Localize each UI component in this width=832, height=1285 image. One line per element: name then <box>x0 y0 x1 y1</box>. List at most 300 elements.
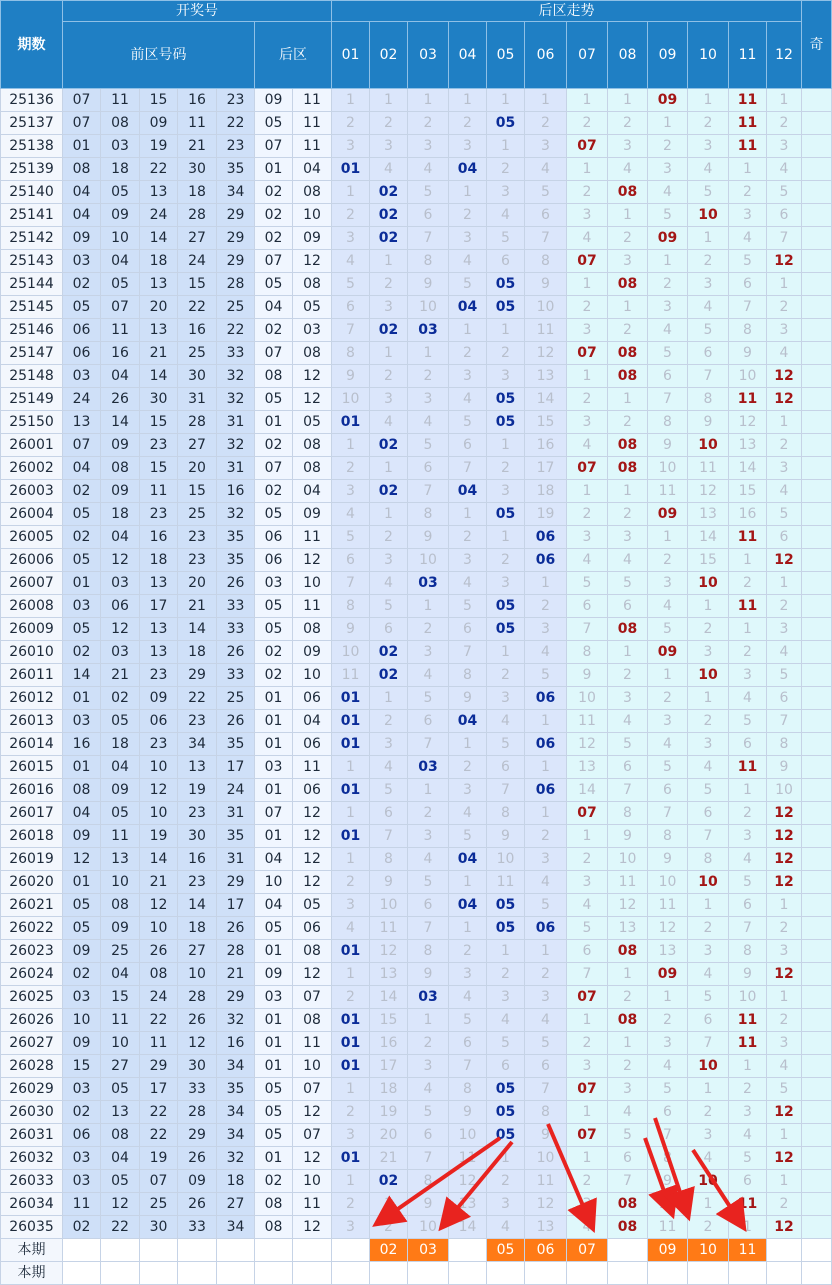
extra-cell <box>802 986 832 1009</box>
trend-miss: 3 <box>688 135 729 158</box>
front-number: 29 <box>217 871 255 894</box>
trend-hit: 08 <box>608 618 648 641</box>
front-number: 27 <box>178 227 217 250</box>
front-number: 03 <box>101 641 140 664</box>
trend-miss: 4 <box>487 710 525 733</box>
trend-miss: 11 <box>608 871 648 894</box>
benqi2-cell[interactable] <box>767 1262 802 1285</box>
issue-number: 26007 <box>1 572 63 595</box>
benqi-empty[interactable] <box>217 1239 255 1262</box>
front-number: 35 <box>217 1078 255 1101</box>
trend-miss: 13 <box>729 434 767 457</box>
trend-miss: 10 <box>408 296 449 319</box>
trend-miss: 1 <box>525 89 567 112</box>
trend-miss: 7 <box>608 1170 648 1193</box>
trend-miss: 8 <box>767 733 802 756</box>
benqi-pick[interactable]: 11 <box>729 1239 767 1262</box>
front-number: 13 <box>178 756 217 779</box>
trend-miss: 3 <box>767 940 802 963</box>
benqi2-cell[interactable] <box>255 1262 293 1285</box>
trend-miss: 7 <box>767 227 802 250</box>
benqi-pick[interactable]: 03 <box>408 1239 449 1262</box>
trend-miss: 7 <box>449 1055 487 1078</box>
trend-miss: 1 <box>648 250 688 273</box>
front-number: 14 <box>178 894 217 917</box>
trend-miss: 5 <box>408 1101 449 1124</box>
trend-miss: 6 <box>729 733 767 756</box>
trend-hit: 12 <box>767 802 802 825</box>
extra-cell <box>802 917 832 940</box>
trend-miss: 3 <box>729 664 767 687</box>
front-number: 19 <box>178 779 217 802</box>
front-number: 22 <box>101 1216 140 1239</box>
front-number: 02 <box>63 273 101 296</box>
back-number: 01 <box>255 1147 293 1170</box>
front-number: 23 <box>217 89 255 112</box>
benqi2-cell[interactable] <box>332 1262 370 1285</box>
front-number: 10 <box>140 917 178 940</box>
front-number: 14 <box>140 227 178 250</box>
trend-miss: 5 <box>332 273 370 296</box>
trend-miss: 4 <box>729 227 767 250</box>
benqi-empty[interactable] <box>101 1239 140 1262</box>
trend-miss: 5 <box>449 411 487 434</box>
front-number: 09 <box>63 940 101 963</box>
trend-miss: 4 <box>767 1055 802 1078</box>
trend-miss: 14 <box>449 1216 487 1239</box>
trend-miss: 4 <box>449 572 487 595</box>
trend-miss: 7 <box>370 825 408 848</box>
back-number: 02 <box>255 664 293 687</box>
trend-hit: 05 <box>487 411 525 434</box>
header-houqu-trend: 后区走势 <box>332 1 802 22</box>
benqi2-cell[interactable] <box>217 1262 255 1285</box>
front-number: 09 <box>101 204 140 227</box>
back-number: 06 <box>293 779 332 802</box>
trend-miss: 1 <box>370 457 408 480</box>
trend-miss: 16 <box>525 434 567 457</box>
trend-miss: 2 <box>370 710 408 733</box>
trend-miss: 3 <box>608 250 648 273</box>
trend-miss: 18 <box>370 1078 408 1101</box>
trend-miss: 7 <box>729 296 767 319</box>
trend-miss: 8 <box>525 250 567 273</box>
trend-miss: 8 <box>408 940 449 963</box>
trend-miss: 3 <box>370 549 408 572</box>
back-number: 07 <box>255 342 293 365</box>
trend-miss: 1 <box>408 342 449 365</box>
trend-miss: 4 <box>449 388 487 411</box>
table-row <box>1 1147 832 1170</box>
trend-miss: 5 <box>688 779 729 802</box>
trend-miss: 4 <box>487 1009 525 1032</box>
trend-miss: 1 <box>408 1009 449 1032</box>
table-row <box>1 1055 832 1078</box>
front-number: 12 <box>101 549 140 572</box>
trend-miss: 11 <box>332 664 370 687</box>
benqi2-cell[interactable] <box>688 1262 729 1285</box>
issue-number: 25137 <box>1 112 63 135</box>
benqi-pick[interactable]: 06 <box>525 1239 567 1262</box>
benqi2-cell[interactable] <box>729 1262 767 1285</box>
front-number: 23 <box>140 733 178 756</box>
trend-miss: 7 <box>449 457 487 480</box>
extra-cell <box>802 687 832 710</box>
front-number: 09 <box>63 227 101 250</box>
trend-miss: 8 <box>648 1147 688 1170</box>
trend-miss: 12 <box>608 894 648 917</box>
benqi-empty[interactable] <box>63 1239 101 1262</box>
extra-cell <box>802 641 832 664</box>
trend-miss: 1 <box>449 503 487 526</box>
issue-number: 25139 <box>1 158 63 181</box>
front-number: 31 <box>178 388 217 411</box>
benqi-empty[interactable] <box>767 1239 802 1262</box>
table-row <box>1 1009 832 1032</box>
table-row <box>1 756 832 779</box>
trend-hit: 09 <box>648 503 688 526</box>
front-number: 08 <box>101 894 140 917</box>
back-number: 11 <box>293 135 332 158</box>
trend-miss: 9 <box>767 756 802 779</box>
trend-miss: 1 <box>370 342 408 365</box>
benqi2-cell[interactable] <box>140 1262 178 1285</box>
back-number: 01 <box>255 940 293 963</box>
benqi-pick[interactable]: 05 <box>487 1239 525 1262</box>
trend-miss: 4 <box>567 1216 608 1239</box>
trend-miss: 7 <box>408 917 449 940</box>
trend-miss: 5 <box>608 1124 648 1147</box>
back-number: 01 <box>255 779 293 802</box>
extra-cell <box>802 273 832 296</box>
trend-miss: 1 <box>608 89 648 112</box>
front-number: 14 <box>178 618 217 641</box>
header-col-04: 04 <box>449 22 487 89</box>
benqi2-cell[interactable] <box>178 1262 217 1285</box>
front-number: 05 <box>63 894 101 917</box>
trend-miss: 7 <box>487 779 525 802</box>
trend-miss: 6 <box>525 1055 567 1078</box>
trend-miss: 12 <box>567 733 608 756</box>
trend-miss: 2 <box>487 1170 525 1193</box>
trend-miss: 2 <box>487 342 525 365</box>
issue-number: 26020 <box>1 871 63 894</box>
trend-miss: 14 <box>370 986 408 1009</box>
table-row <box>1 963 832 986</box>
trend-miss: 5 <box>408 687 449 710</box>
trend-miss: 4 <box>688 963 729 986</box>
back-number: 08 <box>293 342 332 365</box>
trend-miss: 3 <box>767 457 802 480</box>
extra-cell <box>802 1078 832 1101</box>
trend-miss: 3 <box>648 296 688 319</box>
back-number: 08 <box>293 273 332 296</box>
trend-miss: 5 <box>487 227 525 250</box>
benqi2-cell[interactable] <box>648 1262 688 1285</box>
back-number: 12 <box>293 1216 332 1239</box>
trend-miss: 19 <box>525 503 567 526</box>
trend-miss: 4 <box>567 894 608 917</box>
issue-number: 25136 <box>1 89 63 112</box>
issue-number: 26014 <box>1 733 63 756</box>
trend-miss: 13 <box>525 1216 567 1239</box>
back-number: 08 <box>255 1216 293 1239</box>
front-number: 09 <box>101 480 140 503</box>
trend-hit: 02 <box>370 664 408 687</box>
issue-number: 26021 <box>1 894 63 917</box>
front-number: 03 <box>63 986 101 1009</box>
issue-number: 25144 <box>1 273 63 296</box>
benqi2-cell[interactable] <box>101 1262 140 1285</box>
trend-hit: 11 <box>729 1193 767 1216</box>
trend-hit: 05 <box>487 1124 525 1147</box>
trend-miss: 5 <box>332 526 370 549</box>
trend-hit: 02 <box>370 181 408 204</box>
trend-miss: 7 <box>567 618 608 641</box>
trend-miss: 5 <box>767 503 802 526</box>
back-number: 10 <box>293 572 332 595</box>
issue-number: 26009 <box>1 618 63 641</box>
header-col-05: 05 <box>487 22 525 89</box>
trend-hit: 11 <box>729 135 767 158</box>
benqi2-cell[interactable] <box>408 1262 449 1285</box>
front-number: 23 <box>178 802 217 825</box>
back-number: 11 <box>293 756 332 779</box>
trend-miss: 2 <box>767 434 802 457</box>
benqi2-cell[interactable] <box>293 1262 332 1285</box>
benqi-empty[interactable] <box>449 1239 487 1262</box>
front-number: 22 <box>140 1009 178 1032</box>
trend-miss: 3 <box>449 779 487 802</box>
issue-number: 26010 <box>1 641 63 664</box>
benqi-pick[interactable]: 09 <box>648 1239 688 1262</box>
front-number: 06 <box>140 710 178 733</box>
front-number: 29 <box>217 250 255 273</box>
trend-miss: 5 <box>688 986 729 1009</box>
trend-miss: 3 <box>408 1055 449 1078</box>
trend-miss: 1 <box>767 89 802 112</box>
trend-miss: 14 <box>729 457 767 480</box>
table-row <box>1 388 832 411</box>
trend-miss: 9 <box>525 273 567 296</box>
trend-miss: 1 <box>332 848 370 871</box>
trend-miss: 11 <box>370 917 408 940</box>
trend-miss: 3 <box>688 733 729 756</box>
benqi2-cell[interactable] <box>370 1262 408 1285</box>
table-row <box>1 250 832 273</box>
benqi2-cell[interactable] <box>525 1262 567 1285</box>
trend-miss: 10 <box>525 296 567 319</box>
trend-miss: 4 <box>688 296 729 319</box>
trend-miss: 9 <box>332 618 370 641</box>
trend-miss: 3 <box>729 825 767 848</box>
back-number: 12 <box>293 365 332 388</box>
benqi2-cell[interactable] <box>802 1262 832 1285</box>
trend-hit: 02 <box>370 227 408 250</box>
trend-miss: 1 <box>449 319 487 342</box>
benqi2-cell[interactable] <box>608 1262 648 1285</box>
front-number: 20 <box>178 457 217 480</box>
benqi-empty[interactable] <box>608 1239 648 1262</box>
back-number: 12 <box>293 388 332 411</box>
trend-miss: 15 <box>688 549 729 572</box>
front-number: 25 <box>101 940 140 963</box>
benqi2-cell[interactable] <box>63 1262 101 1285</box>
front-number: 01 <box>63 871 101 894</box>
back-number: 05 <box>293 296 332 319</box>
front-number: 02 <box>63 641 101 664</box>
trend-miss: 17 <box>370 1055 408 1078</box>
trend-hit: 07 <box>567 986 608 1009</box>
benqi-pick[interactable]: 07 <box>567 1239 608 1262</box>
front-number: 12 <box>178 1032 217 1055</box>
issue-number: 26026 <box>1 1009 63 1032</box>
trend-miss: 2 <box>487 457 525 480</box>
issue-number: 26002 <box>1 457 63 480</box>
trend-miss: 2 <box>608 227 648 250</box>
trend-miss: 3 <box>332 1124 370 1147</box>
front-number: 05 <box>101 1078 140 1101</box>
trend-hit: 04 <box>449 296 487 319</box>
back-number: 01 <box>255 1055 293 1078</box>
trend-miss: 6 <box>408 204 449 227</box>
trend-hit: 01 <box>332 687 370 710</box>
trend-miss: 5 <box>767 181 802 204</box>
benqi-empty[interactable] <box>255 1239 293 1262</box>
trend-miss: 3 <box>449 963 487 986</box>
back-number: 09 <box>255 963 293 986</box>
trend-miss: 6 <box>767 526 802 549</box>
benqi-pick[interactable]: 02 <box>370 1239 408 1262</box>
header-houqu: 后区 <box>255 22 332 89</box>
benqi-pick[interactable]: 10 <box>688 1239 729 1262</box>
trend-miss: 6 <box>729 273 767 296</box>
trend-miss: 3 <box>370 733 408 756</box>
table-row <box>1 549 832 572</box>
issue-number: 26006 <box>1 549 63 572</box>
trend-miss: 7 <box>648 388 688 411</box>
trend-miss: 10 <box>767 779 802 802</box>
front-number: 17 <box>140 595 178 618</box>
back-number: 05 <box>255 388 293 411</box>
trend-miss: 4 <box>525 158 567 181</box>
trend-hit: 01 <box>332 1032 370 1055</box>
front-number: 01 <box>63 135 101 158</box>
front-number: 29 <box>217 204 255 227</box>
trend-hit: 08 <box>608 1216 648 1239</box>
benqi-empty[interactable] <box>332 1239 370 1262</box>
trend-miss: 1 <box>449 733 487 756</box>
benqi-empty[interactable] <box>293 1239 332 1262</box>
trend-miss: 3 <box>487 986 525 1009</box>
front-number: 05 <box>63 917 101 940</box>
trend-miss: 4 <box>370 411 408 434</box>
back-number: 08 <box>255 1193 293 1216</box>
trend-hit: 10 <box>688 1055 729 1078</box>
front-number: 21 <box>217 963 255 986</box>
issue-number: 26017 <box>1 802 63 825</box>
trend-miss: 1 <box>767 1170 802 1193</box>
trend-miss: 1 <box>332 802 370 825</box>
trend-hit: 06 <box>525 917 567 940</box>
back-number: 07 <box>255 250 293 273</box>
trend-miss: 8 <box>648 825 688 848</box>
back-number: 05 <box>255 273 293 296</box>
front-number: 10 <box>140 756 178 779</box>
trend-miss: 3 <box>525 618 567 641</box>
back-number: 04 <box>255 296 293 319</box>
back-number: 03 <box>255 572 293 595</box>
issue-number: 25138 <box>1 135 63 158</box>
trend-miss: 2 <box>370 112 408 135</box>
trend-miss: 7 <box>408 1147 449 1170</box>
trend-miss: 6 <box>648 1101 688 1124</box>
extra-cell <box>802 733 832 756</box>
front-number: 16 <box>63 733 101 756</box>
issue-number: 26035 <box>1 1216 63 1239</box>
extra-cell <box>802 434 832 457</box>
trend-miss: 2 <box>608 112 648 135</box>
benqi-empty[interactable] <box>178 1239 217 1262</box>
trend-miss: 6 <box>487 756 525 779</box>
trend-miss: 10 <box>567 687 608 710</box>
trend-hit: 09 <box>648 89 688 112</box>
back-number: 01 <box>255 710 293 733</box>
front-number: 29 <box>217 986 255 1009</box>
table-row <box>1 871 832 894</box>
front-number: 07 <box>63 434 101 457</box>
trend-miss: 4 <box>408 158 449 181</box>
extra-cell <box>802 1101 832 1124</box>
trend-miss: 3 <box>567 319 608 342</box>
trend-hit: 05 <box>487 595 525 618</box>
trend-miss: 11 <box>688 457 729 480</box>
trend-miss: 1 <box>487 1147 525 1170</box>
trend-miss: 6 <box>648 365 688 388</box>
issue-number: 26030 <box>1 1101 63 1124</box>
front-number: 34 <box>217 1216 255 1239</box>
benqi2-cell[interactable] <box>487 1262 525 1285</box>
trend-miss: 1 <box>767 894 802 917</box>
benqi2-cell[interactable] <box>567 1262 608 1285</box>
trend-miss: 3 <box>767 319 802 342</box>
trend-miss: 6 <box>729 894 767 917</box>
trend-hit: 01 <box>332 158 370 181</box>
extra-cell <box>802 388 832 411</box>
front-number: 04 <box>101 756 140 779</box>
front-number: 19 <box>140 1147 178 1170</box>
benqi-empty[interactable] <box>140 1239 178 1262</box>
trend-miss: 3 <box>487 687 525 710</box>
trend-miss: 2 <box>688 250 729 273</box>
back-number: 12 <box>293 825 332 848</box>
front-number: 07 <box>101 296 140 319</box>
trend-hit: 11 <box>729 89 767 112</box>
trend-miss: 5 <box>487 1032 525 1055</box>
trend-miss: 5 <box>449 595 487 618</box>
trend-miss: 2 <box>449 940 487 963</box>
benqi2-cell[interactable] <box>449 1262 487 1285</box>
trend-miss: 13 <box>688 503 729 526</box>
back-number: 02 <box>255 480 293 503</box>
trend-hit: 01 <box>332 733 370 756</box>
benqi-row-2 <box>1 1262 832 1285</box>
trend-miss: 4 <box>332 250 370 273</box>
trend-hit: 01 <box>332 1009 370 1032</box>
header-col-07: 07 <box>567 22 608 89</box>
trend-miss: 2 <box>608 411 648 434</box>
issue-number: 25149 <box>1 388 63 411</box>
